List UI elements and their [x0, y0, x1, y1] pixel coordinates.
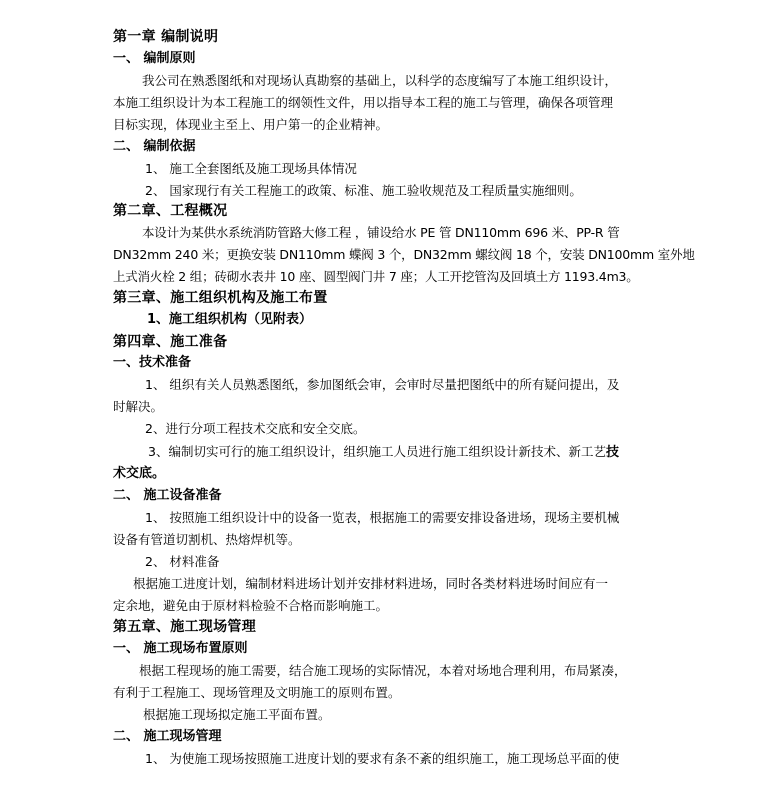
paragraph-line: 时解决。 [113, 399, 164, 414]
chapter-3-title: 第三章、施工组织机构及施工布置 [113, 290, 328, 306]
chapter-2-title: 第二章、工程概况 [113, 203, 228, 219]
paragraph-line: 根据工程现场的施工需要，结合施工现场的实际情况，本着对场地合理利用，布局紧凑， [139, 663, 627, 678]
paragraph-line: 根据施工现场拟定施工平面布置。 [143, 707, 331, 722]
section-heading: 1、施工组织机构（见附表） [147, 312, 313, 327]
list-item: 1、 施工全套图纸及施工现场具体情况 [145, 161, 357, 176]
paragraph-line: 定余地，避免由于原材料检验不合格而影响施工。 [113, 598, 389, 613]
paragraph-line: 上式消火栓 2 组；砖砌水表井 10 座、圆型阀门井 7 座；人工开挖管沟及回填土方 1193.4m3。 [113, 269, 639, 284]
paragraph-line: 本设计为某供水系统消防管路大修工程 ，铺设给水 PE 管 DN110mm 696 米、PP-R 管 [142, 225, 620, 240]
chapter-5-title: 第五章、施工现场管理 [113, 619, 256, 635]
chapter-1-title: 第一章 编制说明 [113, 29, 219, 45]
section-heading: 一、技术准备 [113, 355, 192, 370]
paragraph-line: 术交底。 [113, 466, 166, 481]
section-heading: 二、 编制依据 [113, 139, 196, 154]
list-item: 2、 国家现行有关工程施工的政策、标准、施工验收规范及工程质量实施细则。 [145, 183, 582, 198]
list-item-text: 3、编制切实可行的施工组织设计，组织施工人员进行施工组织设计新技术、新工艺 [148, 444, 606, 459]
paragraph-line: 我公司在熟悉图纸和对现场认真勘察的基础上，以科学的态度编写了本施工组织设计， [142, 73, 618, 88]
list-item: 2、进行分项工程技术交底和安全交底。 [145, 421, 366, 436]
list-item-tail: 技 [605, 445, 619, 460]
paragraph-line: 目标实现，体现业主至上、用户第一的企业精神。 [113, 117, 389, 132]
section-heading: 一、 编制原则 [113, 51, 196, 66]
paragraph-line: 本施工组织设计为本工程施工的纲领性文件，用以指导本工程的施工与管理，确保各项管理 [113, 95, 614, 110]
list-item: 2、 材料准备 [145, 554, 220, 569]
list-item: 1、 为使施工现场按照施工进度计划的要求有条不紊的组织施工，施工现场总平面的使 [145, 751, 620, 766]
list-item [148, 441, 619, 464]
paragraph-line: 设备有管道切割机、热熔焊机等。 [113, 532, 301, 547]
paragraph-line: DN32mm 240 米；更换安装 DN110mm 蝶阀 3 个，DN32mm 螺纹阀 18 个，安装 DN100mm 室外地 [113, 247, 695, 262]
chapter-4-title: 第四章、施工准备 [113, 334, 228, 350]
paragraph-line: 有利于工程施工、现场管理及文明施工的原则布置。 [113, 685, 401, 700]
section-heading: 二、 施工现场管理 [113, 729, 222, 744]
list-item: 1、 按照施工组织设计中的设备一览表，根据施工的需要安排设备进场，现场主要机械 [145, 510, 620, 525]
section-heading: 一、 施工现场布置原则 [113, 641, 248, 656]
section-heading: 二、 施工设备准备 [113, 488, 222, 503]
list-item: 1、 组织有关人员熟悉图纸，参加图纸会审，会审时尽量把图纸中的所有疑问提出，及 [145, 377, 620, 392]
paragraph-line: 根据施工进度计划，编制材料进场计划并安排材料进场，同时各类材料进场时间应有一 [133, 576, 609, 591]
